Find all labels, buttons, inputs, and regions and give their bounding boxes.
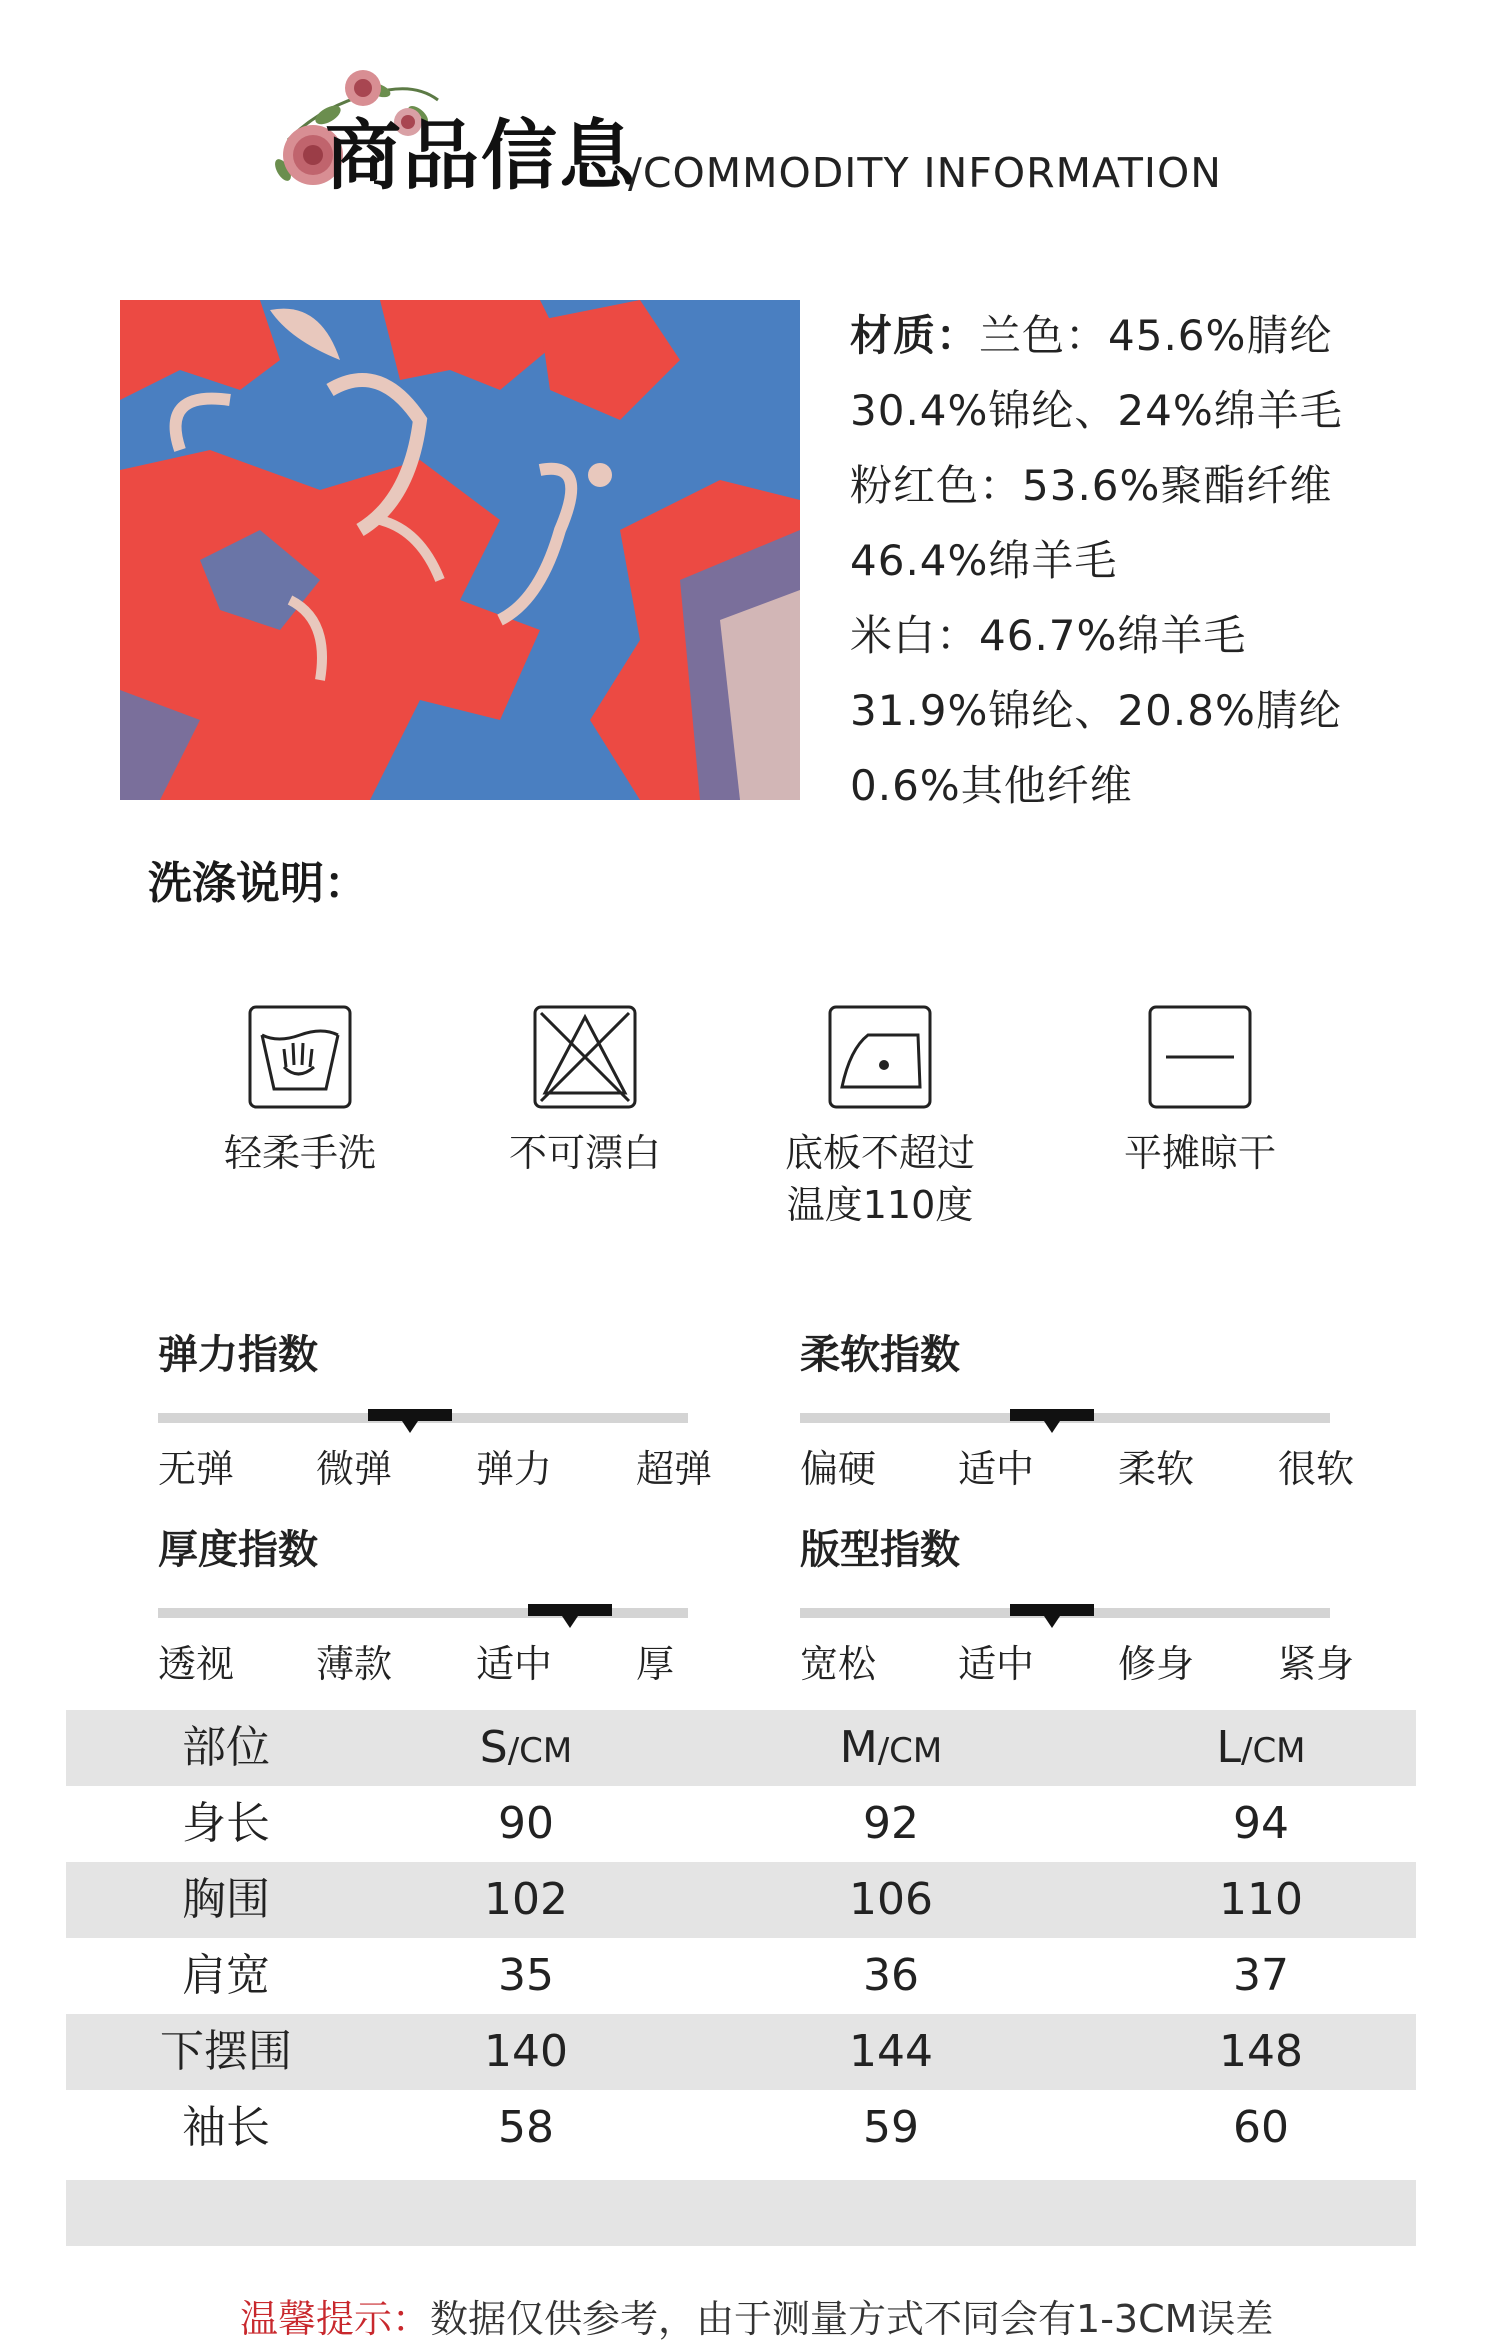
care-label: 底板不超过 温度110度 [784,1131,975,1227]
table-row [66,2014,1416,2090]
care-label: 轻柔手洗 [223,1131,376,1175]
table-cell: 身长 [182,1798,270,1849]
index-option: 弹力 [476,1447,553,1491]
index-option: 宽松 [800,1642,877,1686]
header-cell: S/CM [479,1722,573,1773]
note-label: 温馨提示： [240,2297,431,2341]
index-option: 适中 [958,1642,1035,1686]
softness-index [800,1332,1355,1491]
index-option: 紧身 [1278,1642,1355,1686]
material-info [850,298,1470,823]
index-option: 微弹 [316,1447,393,1491]
table-cell: 35 [498,1950,554,2001]
washing-title: 洗涤说明： [148,858,368,909]
care-item-dry-flat [1060,1005,1340,1179]
table-row [66,1786,1416,1862]
index-marker [528,1604,612,1616]
table-cell: 140 [484,2026,568,2077]
index-title: 弹力指数 [158,1332,318,1378]
fabric-swatch-image [120,300,800,800]
note-text: 数据仅供参考，由于测量方式不同会有1-3CM误差 [430,2297,1274,2341]
material-label: 材质： [850,311,980,360]
table-cell: 60 [1233,2102,1289,2153]
index-option: 适中 [958,1447,1035,1491]
table-cell: 36 [863,1950,919,2001]
care-label: 不可漂白 [508,1131,661,1175]
table-cell: 110 [1219,1874,1303,1925]
index-title: 厚度指数 [158,1527,318,1573]
care-item-hand-wash [160,1005,440,1179]
table-row [66,1938,1416,2014]
index-option: 薄款 [316,1642,393,1686]
size-note [240,2297,1274,2341]
index-title: 柔软指数 [800,1332,960,1378]
table-cell: 37 [1233,1950,1289,2001]
no-bleach-icon [533,1005,637,1109]
header-cell: M/CM [839,1722,943,1773]
table-cell: 肩宽 [182,1950,270,2001]
table-cell: 102 [484,1874,568,1925]
dry-flat-icon [1148,1005,1252,1109]
material-line: 材质：兰色：45.6%腈纶 [850,311,1333,360]
material-line: 0.6%其他纤维 [850,761,1133,810]
table-row [66,2090,1416,2166]
header-cell: 部位 [182,1722,270,1773]
index-marker [368,1409,452,1421]
size-table [66,1710,1416,2246]
table-cell: 92 [863,1798,919,1849]
table-cell: 106 [849,1874,933,1925]
table-header-row [66,1710,1416,1786]
header-cell: L/CM [1216,1722,1306,1773]
index-option: 修身 [1118,1642,1195,1686]
fit-index [800,1527,1355,1686]
material-line: 46.4%绵羊毛 [850,536,1118,585]
index-option: 厚 [636,1642,675,1686]
index-option: 适中 [476,1642,553,1686]
table-cell: 59 [863,2102,919,2153]
index-option: 柔软 [1118,1447,1195,1491]
hand-wash-icon [248,1005,352,1109]
care-item-no-bleach [445,1005,725,1179]
page-title: 商品信息 [325,111,637,200]
table-cell: 148 [1219,2026,1303,2077]
table-cell: 袖长 [182,2102,270,2153]
material-line: 粉红色：53.6%聚酯纤维 [850,461,1333,510]
material-line: 30.4%锦纶、24%绵羊毛 [850,386,1343,435]
index-marker [1010,1604,1094,1616]
care-label: 平摊晾干 [1123,1131,1276,1175]
page-header [0,0,1500,240]
table-row [66,1862,1416,1938]
table-cell: 胸围 [182,1874,270,1925]
material-line: 米白：46.7%绵羊毛 [850,611,1247,660]
index-option: 偏硬 [800,1447,877,1491]
index-option: 透视 [158,1642,235,1686]
thickness-index [158,1527,698,1686]
table-footer-row [66,2180,1416,2246]
elasticity-index [158,1332,713,1491]
index-option: 无弹 [158,1447,235,1491]
table-cell: 144 [849,2026,933,2077]
table-cell: 下摆围 [160,2026,292,2077]
table-cell: 90 [498,1798,554,1849]
index-marker [1010,1409,1094,1421]
care-item-iron [740,1005,1020,1231]
material-line: 31.9%锦纶、20.8%腈纶 [850,686,1342,735]
table-cell: 58 [498,2102,554,2153]
index-option: 很软 [1278,1447,1355,1491]
index-title: 版型指数 [800,1527,960,1573]
table-cell: 94 [1233,1798,1289,1849]
index-option: 超弹 [636,1447,713,1491]
page-subtitle: /COMMODITY INFORMATION [628,149,1222,197]
iron-icon [828,1005,932,1109]
